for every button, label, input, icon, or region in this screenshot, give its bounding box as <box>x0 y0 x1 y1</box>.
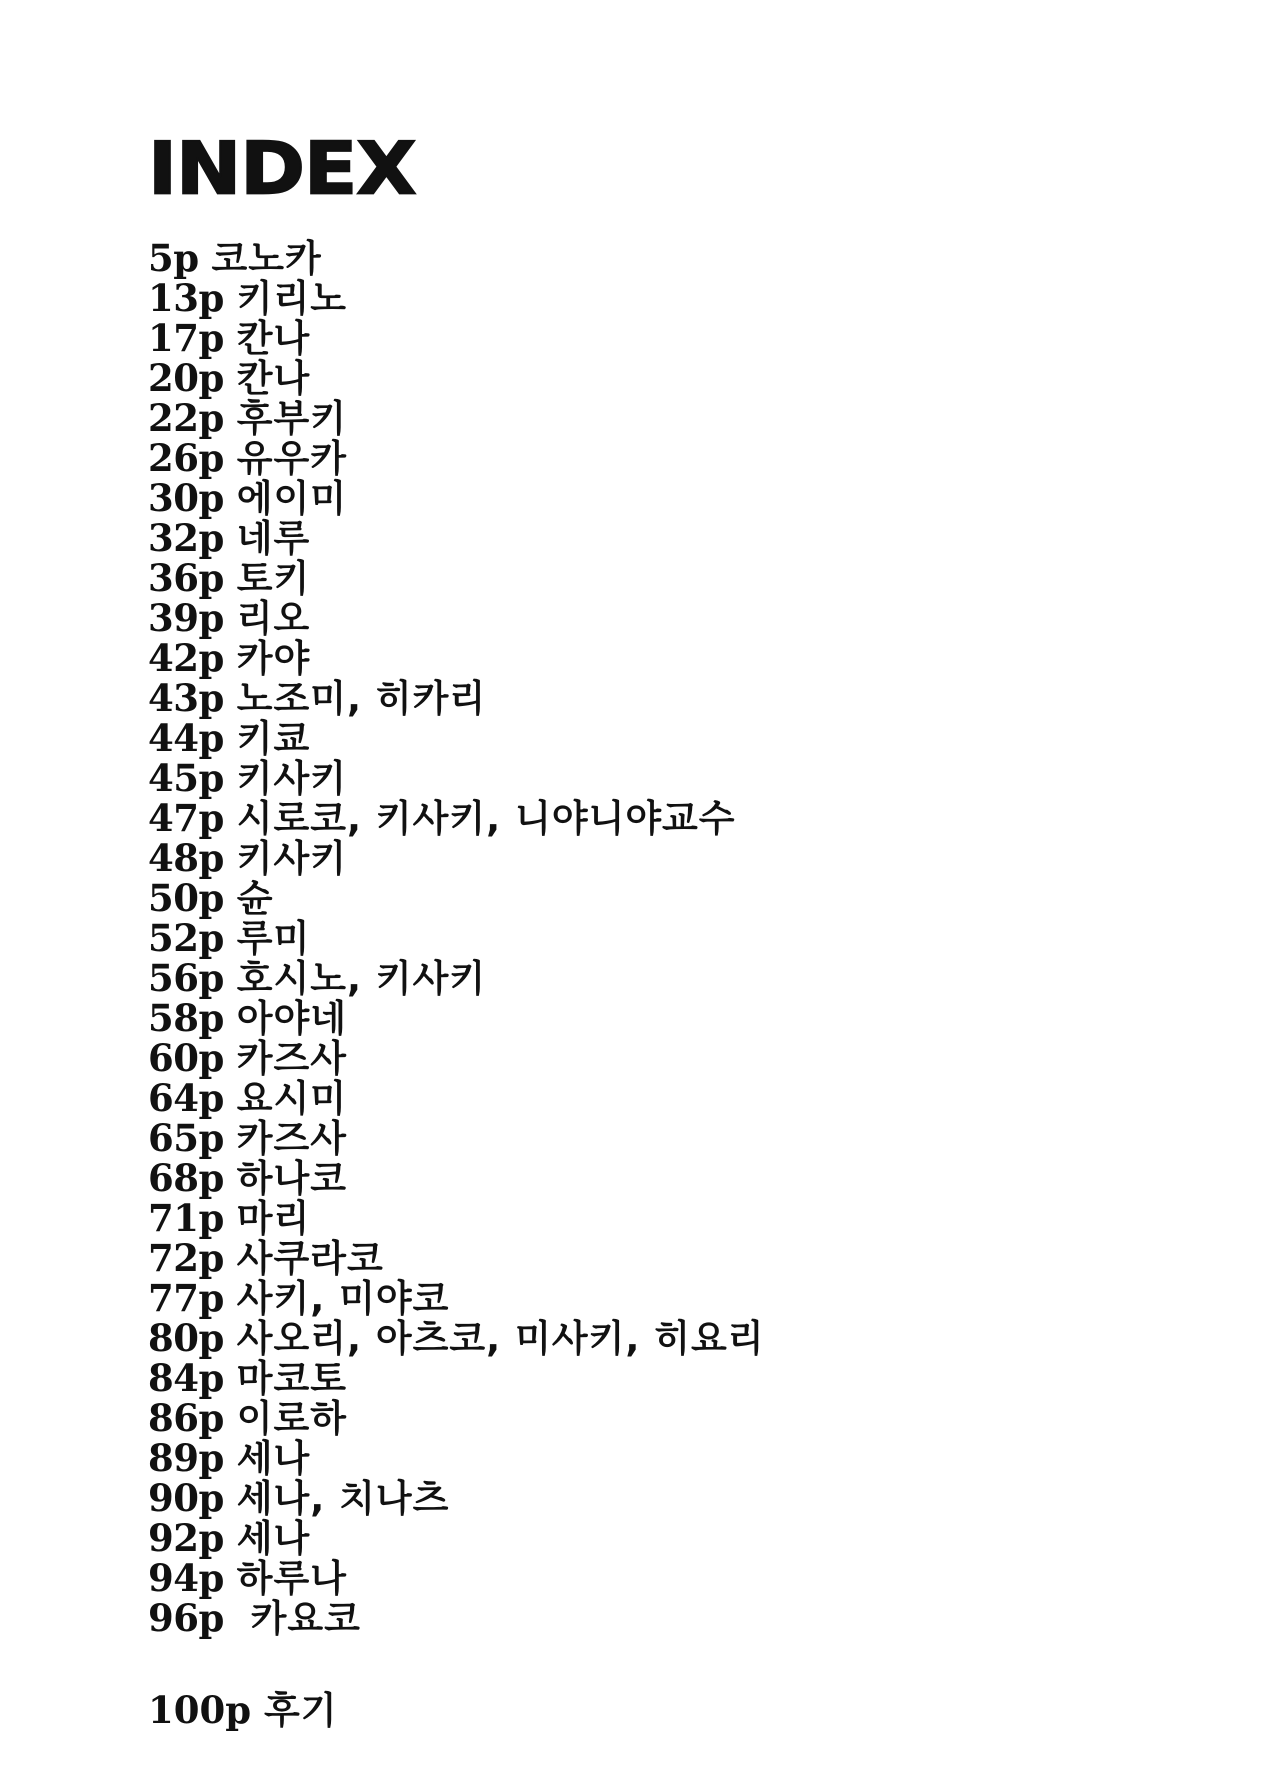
page-title: INDEX <box>148 128 416 211</box>
entry-page-number: 58p <box>148 996 224 1040</box>
entry-title: 네루 <box>236 517 311 560</box>
entry-title: 세나, 치나츠 <box>236 1477 450 1520</box>
toc-entry <box>148 1358 764 1398</box>
entry-title: 이로하 <box>236 1397 347 1440</box>
entry-title: 시로코, 키사키, 니야니야교수 <box>236 797 736 840</box>
entry-title: 키리노 <box>236 277 347 320</box>
entry-page-number: 89p <box>148 1436 224 1480</box>
entry-page-number: 36p <box>148 556 224 600</box>
entry-page-number: 92p <box>148 1516 224 1560</box>
entry-title: 사키, 미야코 <box>236 1277 450 1320</box>
toc-entry <box>148 518 764 558</box>
entry-page-number: 86p <box>148 1396 224 1440</box>
entry-title: 마코토 <box>236 1357 347 1400</box>
toc-entry <box>148 798 764 838</box>
entry-title: 세나 <box>236 1517 311 1560</box>
entry-page-number: 39p <box>148 596 224 640</box>
entry-title: 키사키 <box>236 757 347 800</box>
entry-title: 사쿠라코 <box>236 1237 384 1280</box>
toc-entry <box>148 1558 764 1598</box>
entry-page-number: 90p <box>148 1476 224 1520</box>
toc-entry <box>148 1438 764 1478</box>
table-of-contents <box>148 238 764 1638</box>
toc-entry <box>148 878 764 918</box>
entry-page-number: 26p <box>148 436 224 480</box>
toc-entry <box>148 398 764 438</box>
toc-entry <box>148 1198 764 1238</box>
entry-title: 키쿄 <box>236 717 311 760</box>
entry-page-number: 30p <box>148 476 224 520</box>
entry-page-number: 20p <box>148 356 224 400</box>
toc-entry <box>148 438 764 478</box>
entry-title: 아야네 <box>236 997 347 1040</box>
entry-page-number: 22p <box>148 396 224 440</box>
toc-entry <box>148 1038 764 1078</box>
toc-entry <box>148 1518 764 1558</box>
entry-title: 후기 <box>264 1689 338 1732</box>
entry-page-number: 50p <box>148 876 224 920</box>
toc-entry <box>148 638 764 678</box>
toc-entry <box>148 958 764 998</box>
toc-entry <box>148 1158 764 1198</box>
entry-page-number: 44p <box>148 716 224 760</box>
entry-page-number: 32p <box>148 516 224 560</box>
afterword-entry <box>148 1690 337 1730</box>
entry-title: 요시미 <box>236 1077 347 1120</box>
entry-title: 사오리, 아츠코, 미사키, 히요리 <box>236 1317 765 1360</box>
entry-title: 카즈사 <box>236 1117 347 1160</box>
toc-entry <box>148 358 764 398</box>
entry-title: 마리 <box>236 1197 311 1240</box>
entry-title: 카즈사 <box>236 1037 347 1080</box>
entry-page-number: 96p <box>148 1596 224 1640</box>
entry-page-number: 77p <box>148 1276 224 1320</box>
entry-page-number: 5p <box>148 236 199 280</box>
toc-entry <box>148 278 764 318</box>
entry-page-number: 94p <box>148 1556 224 1600</box>
toc-entry <box>148 998 764 1038</box>
entry-page-number: 56p <box>148 956 224 1000</box>
toc-entry <box>148 1398 764 1438</box>
entry-title: 카야 <box>236 637 311 680</box>
entry-title: 후부키 <box>236 397 347 440</box>
entry-page-number: 64p <box>148 1076 224 1120</box>
toc-entry <box>148 1078 764 1118</box>
toc-entry <box>148 1318 764 1358</box>
entry-title: 하나코 <box>236 1157 347 1200</box>
toc-entry <box>148 598 764 638</box>
entry-title: 유우카 <box>236 437 347 480</box>
toc-entry <box>148 1598 764 1638</box>
entry-title: 호시노, 키사키 <box>236 957 487 1000</box>
toc-entry <box>148 1278 764 1318</box>
toc-entry <box>148 758 764 798</box>
entry-page-number: 100p <box>148 1688 252 1732</box>
entry-title: 리오 <box>236 597 311 640</box>
entry-page-number: 60p <box>148 1036 224 1080</box>
toc-entry <box>148 238 764 278</box>
entry-page-number: 65p <box>148 1116 224 1160</box>
entry-title: 루미 <box>236 917 311 960</box>
toc-entry <box>148 678 764 718</box>
entry-page-number: 80p <box>148 1316 224 1360</box>
entry-page-number: 72p <box>148 1236 224 1280</box>
entry-page-number: 42p <box>148 636 224 680</box>
entry-title: 키사키 <box>236 837 347 880</box>
entry-page-number: 68p <box>148 1156 224 1200</box>
entry-title: 세나 <box>236 1437 311 1480</box>
entry-title: 카요코 <box>236 1597 361 1640</box>
toc-entry <box>148 558 764 598</box>
toc-entry <box>148 918 764 958</box>
toc-entry <box>148 318 764 358</box>
entry-page-number: 13p <box>148 276 224 320</box>
toc-entry <box>148 1238 764 1278</box>
entry-title: 슌 <box>236 877 274 920</box>
toc-entry <box>148 478 764 518</box>
entry-title: 하루나 <box>236 1557 347 1600</box>
entry-title: 에이미 <box>236 477 347 520</box>
entry-page-number: 17p <box>148 316 224 360</box>
entry-title: 칸나 <box>236 317 311 360</box>
entry-page-number: 48p <box>148 836 224 880</box>
entry-page-number: 43p <box>148 676 224 720</box>
entry-page-number: 47p <box>148 796 224 840</box>
entry-title: 코노카 <box>211 237 322 280</box>
toc-entry <box>148 1118 764 1158</box>
toc-entry <box>148 838 764 878</box>
entry-page-number: 71p <box>148 1196 224 1240</box>
entry-title: 칸나 <box>236 357 311 400</box>
entry-page-number: 45p <box>148 756 224 800</box>
toc-entry <box>148 718 764 758</box>
entry-title: 노조미, 히카리 <box>236 677 487 720</box>
entry-title: 토키 <box>236 557 311 600</box>
entry-page-number: 84p <box>148 1356 224 1400</box>
toc-entry <box>148 1478 764 1518</box>
entry-page-number: 52p <box>148 916 224 960</box>
